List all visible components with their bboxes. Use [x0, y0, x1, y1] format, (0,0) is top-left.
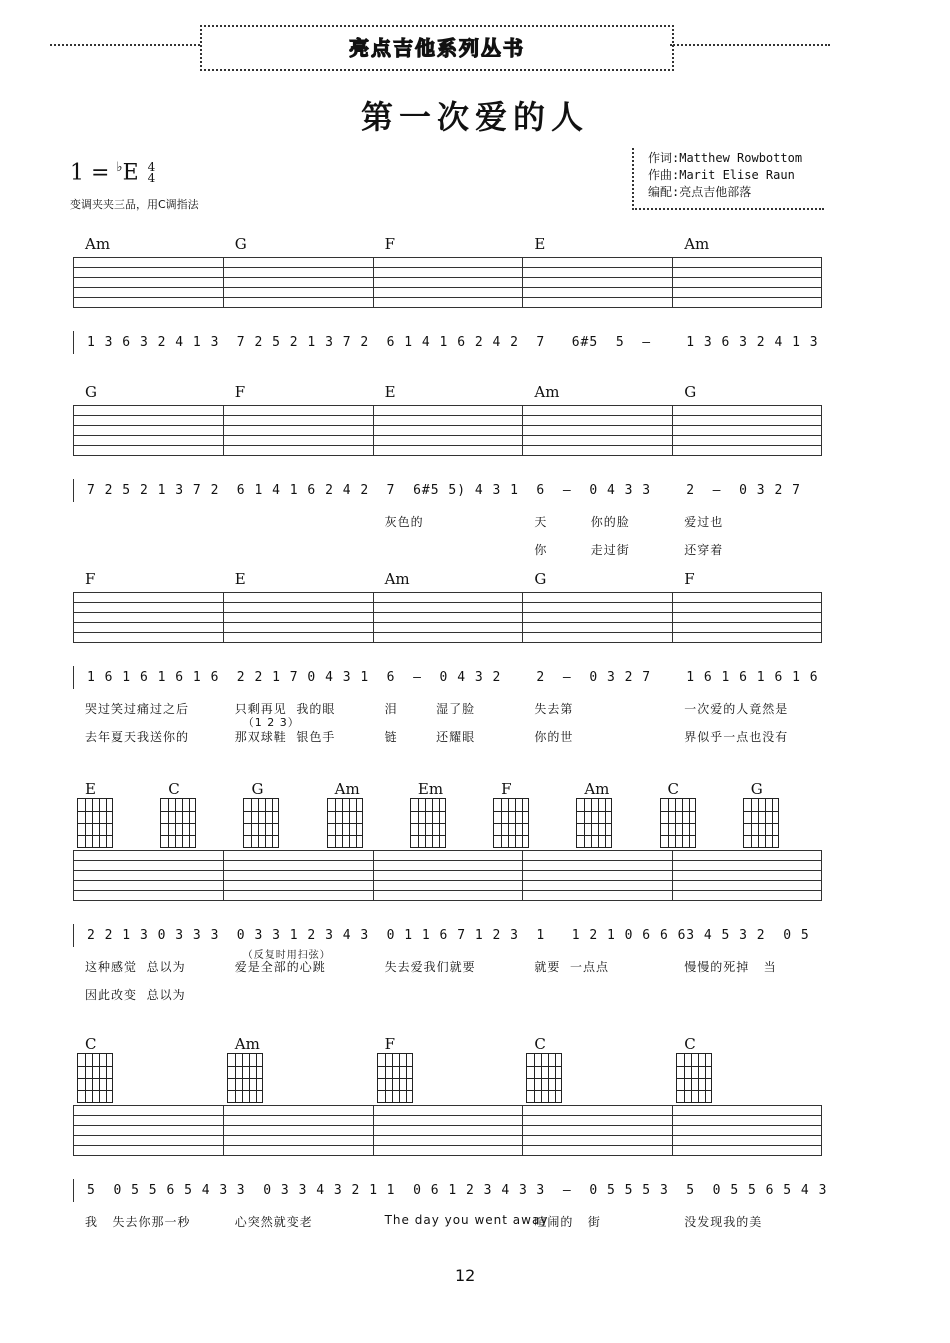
chord-name: G [684, 383, 697, 401]
time-top: 4 [147, 160, 156, 175]
staff-line [73, 870, 822, 871]
bar-line [522, 257, 523, 307]
lyric-line: 链 还耀眼 [384, 730, 476, 744]
bar-line [821, 405, 822, 455]
string-line [698, 1054, 699, 1102]
string-line [418, 799, 419, 847]
jianpu-measure: 6 1 4 1 6 2 4 2 [386, 335, 519, 350]
chord-diagram [676, 1053, 712, 1103]
jianpu-measure: 1 6 1 6 1 6 1 6 [87, 670, 220, 685]
chord-name: G [750, 780, 763, 798]
chord-diagram [526, 1053, 562, 1103]
chord-name: Am [85, 235, 111, 253]
song-title: 第一次爱的人 [360, 98, 589, 136]
capo-note: 变调夹夹三品，用C调指法 [70, 198, 199, 211]
header-deco-left [50, 44, 200, 46]
staff-line [73, 1105, 822, 1106]
lyric-line: 天 你的脸 [534, 515, 630, 529]
jianpu-measure: 6 – 0 4 3 3 [536, 483, 652, 498]
string-line [689, 799, 690, 847]
tab-staff [73, 1105, 822, 1155]
flat-sign: ♭ [116, 160, 123, 175]
jianpu-barline [73, 331, 74, 354]
lyric-line: 还穿着 [684, 543, 724, 557]
chord-name: C [534, 1035, 546, 1053]
string-line [765, 799, 766, 847]
string-line [182, 799, 183, 847]
chord-name: E [234, 570, 246, 588]
chord-name: Am [384, 570, 410, 588]
jianpu-measure: 2 – 0 3 2 7 [536, 670, 652, 685]
chord-diagram [243, 798, 279, 848]
lyric-line: 心突然就变老 [234, 1215, 313, 1229]
chord-name: Am [534, 383, 560, 401]
string-line [399, 1054, 400, 1102]
staff-line [73, 1155, 822, 1156]
lyric-line: 没发现我的美 [684, 1215, 763, 1229]
lyric-line: 去年夏天我送你的 [85, 730, 190, 744]
bar-line [522, 592, 523, 642]
string-line [189, 799, 190, 847]
chord-name: E [384, 383, 396, 401]
performance-note: （反复时用扫弦） [242, 950, 331, 961]
jianpu-barline [73, 666, 74, 689]
chord-name: G [534, 570, 547, 588]
lyric-line: 因此改变 总以为 [85, 988, 186, 1002]
staff-line [73, 1145, 822, 1146]
lyric-line: 灰色的 [384, 515, 424, 529]
staff-line [73, 592, 822, 593]
staff-line [73, 425, 822, 426]
lyric-line: The day you went away [384, 1213, 549, 1227]
staff-line [73, 405, 822, 406]
chord-diagram [660, 798, 696, 848]
string-line [385, 1054, 386, 1102]
lyric-line: 失去爱我们就要 [384, 960, 476, 974]
jianpu-measure: 3 – 0 5 5 5 3 [536, 1183, 669, 1198]
bar-line [821, 257, 822, 307]
lyric-line: 慢慢的死掉 当 [684, 960, 777, 974]
chord-diagram [410, 798, 446, 848]
chord-diagram [77, 798, 113, 848]
jianpu-measure: 3 4 5 3 2 0 5 [686, 928, 810, 943]
string-line [99, 1054, 100, 1102]
lyric-line: 爱是全部的心跳 [234, 960, 326, 974]
tab-staff [73, 405, 822, 455]
chord-diagram [160, 798, 196, 848]
staff-line [73, 307, 822, 308]
string-line [242, 1054, 243, 1102]
bar-line [821, 592, 822, 642]
arranger: 编配:亮点吉他部落 [648, 185, 752, 199]
time-signature [148, 162, 156, 184]
string-line [691, 1054, 692, 1102]
chord-diagram [493, 798, 529, 848]
lyric-line: 界似乎一点也没有 [684, 730, 789, 744]
staff-line [73, 1115, 822, 1116]
bar-line [223, 1105, 224, 1155]
chord-diagram [576, 798, 612, 848]
bar-line [672, 257, 673, 307]
jianpu-measure: 7 6#5 5 – [536, 335, 652, 350]
bar-line [373, 405, 374, 455]
string-line [432, 799, 433, 847]
jianpu-measure: 6 1 4 1 6 2 4 2 [236, 483, 370, 498]
string-line [349, 799, 350, 847]
chord-name: G [234, 235, 247, 253]
string-line [675, 799, 676, 847]
staff-line [73, 622, 822, 623]
string-line [534, 1054, 535, 1102]
chord-name: Am [334, 780, 360, 798]
string-line [335, 799, 336, 847]
string-line [439, 799, 440, 847]
string-line [541, 1054, 542, 1102]
jianpu-measure: 2 – 0 3 2 7 [686, 483, 801, 498]
chord-diagram [77, 1053, 113, 1103]
staff-line [73, 900, 822, 901]
chord-name: Am [684, 235, 710, 253]
staff-line [73, 602, 822, 603]
string-line [508, 799, 509, 847]
jianpu-measure: 1 1 2 1 0 6 6 6 [536, 928, 687, 943]
string-line [668, 799, 669, 847]
string-line [272, 799, 273, 847]
chord-diagram [227, 1053, 263, 1103]
staff-line [73, 860, 822, 861]
string-line [425, 799, 426, 847]
string-line [751, 799, 752, 847]
jianpu-measure: 7 2 5 2 1 3 7 2 [236, 335, 370, 350]
lyric-line: 就要 一点点 [534, 960, 610, 974]
chord-name: G [251, 780, 264, 798]
string-line [684, 1054, 685, 1102]
bar-line [223, 405, 224, 455]
credits [648, 150, 802, 201]
string-line [235, 1054, 236, 1102]
jianpu-measure: 2 2 1 3 0 3 3 3 [87, 928, 220, 943]
bar-line [821, 850, 822, 900]
chord-name: C [684, 1035, 696, 1053]
chord-name: F [234, 383, 246, 401]
staff-line [73, 642, 822, 643]
bar-line [522, 850, 523, 900]
string-line [501, 799, 502, 847]
string-line [356, 799, 357, 847]
jianpu-measure: 5 0 5 5 6 5 4 3 [87, 1183, 229, 1198]
time-bottom: 4 [147, 171, 156, 186]
staff-line [73, 257, 822, 258]
lyric-line: 我 失去你那一秒 [85, 1215, 191, 1229]
string-line [682, 799, 683, 847]
chord-name: C [85, 1035, 97, 1053]
bar-line [223, 592, 224, 642]
string-line [175, 799, 176, 847]
lyric-line: 哭过笑过痛过之后 [85, 702, 190, 716]
string-line [92, 799, 93, 847]
bar-line [672, 405, 673, 455]
staff-line [73, 277, 822, 278]
bar-line [373, 850, 374, 900]
jianpu-measure: 0 3 3 1 2 3 4 3 [236, 928, 370, 943]
string-line [555, 1054, 556, 1102]
string-line [605, 799, 606, 847]
bar-line [73, 257, 74, 307]
staff-line [73, 415, 822, 416]
chord-diagram [377, 1053, 413, 1103]
jianpu-barline [73, 479, 74, 502]
string-line [522, 799, 523, 847]
page-number: 12 [455, 1266, 476, 1285]
chord-name: F [384, 1035, 396, 1053]
lyric-line: 你的世 [534, 730, 574, 744]
string-line [85, 1054, 86, 1102]
bar-line [73, 592, 74, 642]
jianpu-measure: 1 6 1 6 1 6 1 6 [686, 670, 819, 685]
bar-line [373, 257, 374, 307]
staff-line [73, 1135, 822, 1136]
string-line [106, 1054, 107, 1102]
jianpu-measure: 1 0 6 1 2 3 4 3 [386, 1183, 528, 1198]
bar-line [821, 1105, 822, 1155]
bar-line [373, 592, 374, 642]
chord-name: G [85, 383, 97, 401]
jianpu-measure: 7 2 5 2 1 3 7 2 [87, 483, 220, 498]
staff-line [73, 890, 822, 891]
lyric-line: 喧闹的 街 [534, 1215, 601, 1229]
string-line [265, 799, 266, 847]
staff-line [73, 632, 822, 633]
staff-line [73, 267, 822, 268]
string-line [392, 1054, 393, 1102]
lyric-line: 泪 湿了脸 [384, 702, 476, 716]
lyric-line: 爱过也 [684, 515, 724, 529]
chord-name: Am [584, 780, 610, 798]
string-line [92, 1054, 93, 1102]
string-line [168, 799, 169, 847]
chord-name: E [85, 780, 96, 798]
jianpu-measure: 6 – 0 4 3 2 [386, 670, 502, 685]
string-line [256, 1054, 257, 1102]
chord-diagram [327, 798, 363, 848]
bar-line [73, 1105, 74, 1155]
bar-line [522, 405, 523, 455]
string-line [598, 799, 599, 847]
string-line [85, 799, 86, 847]
string-line [548, 1054, 549, 1102]
staff-line [73, 455, 822, 456]
key-note: E [122, 160, 139, 186]
jianpu-measure: 0 1 1 6 7 1 2 3 [386, 928, 519, 943]
chord-diagram [743, 798, 779, 848]
header-deco-right [670, 44, 830, 46]
string-line [106, 799, 107, 847]
staff-line [73, 1125, 822, 1126]
staff-line [73, 435, 822, 436]
staff-line [73, 880, 822, 881]
chord-name: F [684, 570, 695, 588]
alt-lyric-note: （1 2 3） [242, 716, 300, 729]
jianpu-barline [73, 924, 74, 947]
bar-line [73, 405, 74, 455]
staff-line [73, 612, 822, 613]
bar-line [373, 1105, 374, 1155]
string-line [249, 1054, 250, 1102]
lyric-line: 只剩再见 我的眼 [234, 702, 336, 716]
bar-line [672, 592, 673, 642]
jianpu-barline [73, 1179, 74, 1202]
lyric-line: 一次爱的人竟然是 [684, 702, 789, 716]
tab-staff [73, 592, 822, 642]
series-title: 亮点吉他系列丛书 [349, 36, 525, 60]
chord-name: C [168, 780, 180, 798]
chord-name: Em [417, 780, 444, 798]
string-line [99, 799, 100, 847]
jianpu-measure: 3 0 3 3 4 3 2 1 [236, 1183, 379, 1198]
lyricist: 作词:Matthew Rowbottom [648, 151, 803, 165]
string-line [591, 799, 592, 847]
chord-name: C [667, 780, 680, 798]
jianpu-measure: 5 0 5 5 6 5 4 3 [686, 1183, 828, 1198]
staff-line [73, 297, 822, 298]
jianpu-measure: 1 3 6 3 2 4 1 3 [686, 335, 819, 350]
bar-line [522, 1105, 523, 1155]
jianpu-measure: 2 2 1 7 0 4 3 1 [236, 670, 370, 685]
chord-name: F [501, 780, 512, 798]
bar-line [73, 850, 74, 900]
lyric-line: 失去第 [534, 702, 574, 716]
staff-line [73, 287, 822, 288]
string-line [758, 799, 759, 847]
jianpu-measure: 1 3 6 3 2 4 1 3 [87, 335, 220, 350]
chord-name: F [384, 235, 396, 253]
lyric-line: 那双球鞋 银色手 [234, 730, 336, 744]
string-line [258, 799, 259, 847]
series-banner [200, 25, 674, 71]
string-line [772, 799, 773, 847]
lyric-line: 你 走过街 [534, 543, 630, 557]
bar-line [672, 850, 673, 900]
lyric-line: 这种感觉 总以为 [85, 960, 186, 974]
bar-line [223, 257, 224, 307]
string-line [584, 799, 585, 847]
composer: 作曲:Marit Elise Raun [648, 168, 795, 182]
chord-name: F [85, 570, 96, 588]
string-line [406, 1054, 407, 1102]
tab-staff [73, 850, 822, 900]
staff-line [73, 445, 822, 446]
string-line [251, 799, 252, 847]
string-line [342, 799, 343, 847]
key-signature [70, 160, 155, 185]
staff-line [73, 850, 822, 851]
chord-name: E [534, 235, 546, 253]
string-line [705, 1054, 706, 1102]
key-prefix: 1 = [70, 160, 117, 186]
bar-line [672, 1105, 673, 1155]
tab-staff [73, 257, 822, 307]
bar-line [223, 850, 224, 900]
string-line [515, 799, 516, 847]
jianpu-measure: 7 6#5 5) 4 3 1 [386, 483, 519, 498]
chord-name: Am [234, 1035, 260, 1053]
